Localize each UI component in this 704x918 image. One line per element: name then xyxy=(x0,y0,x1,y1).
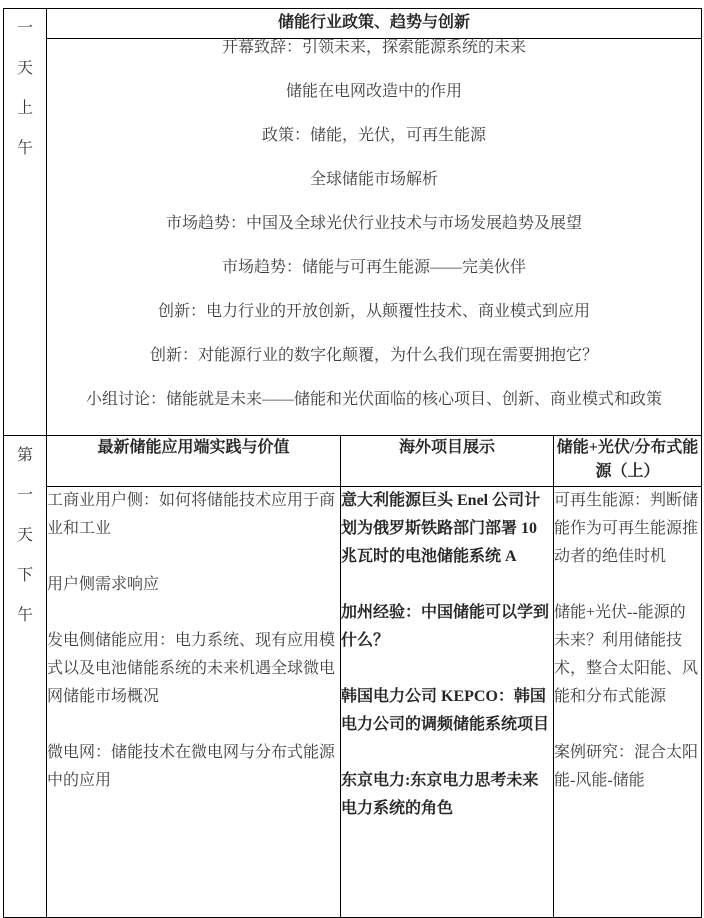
agenda-item: 市场趋势：储能与可再生能源——完美伙伴 xyxy=(222,259,527,276)
agenda-item: 案例研究：混合太阳能-风能-储能 xyxy=(554,744,699,789)
agenda-page xyxy=(0,8,704,817)
session2-col1-cell xyxy=(47,487,341,918)
agenda-item: 储能+光伏--能源的未来？利用储能技术，整合太阳能、风能和分布式能源 xyxy=(554,604,699,705)
agenda-item: 可再生能源：判断储能作为可再生能源推动者的绝佳时机 xyxy=(554,492,699,565)
agenda-item: 加州经验：中国储能可以学到什么？ xyxy=(341,604,550,649)
session2-day-label: 第一天下午 xyxy=(16,447,33,624)
agenda-item: 市场趋势：中国及全球光伏行业技术与市场发展趋势及展望 xyxy=(166,215,583,232)
session2-header-row xyxy=(4,436,702,487)
session2-content-row xyxy=(4,487,702,918)
agenda-item: 发电侧储能应用：电力系统、现有应用模式以及电池储能系统的未来机遇全球微电网储能市场概况 xyxy=(47,632,336,705)
agenda-item: 创新：对能源行业的数字化颠覆，为什么我们现在需要拥抱它？ xyxy=(150,347,599,364)
schedule-table xyxy=(3,8,702,918)
session1-day-label-cell xyxy=(4,9,47,436)
agenda-item: 储能在电网改造中的作用 xyxy=(286,83,463,100)
agenda-item: 用户侧需求响应 xyxy=(47,576,160,593)
agenda-item: 创新：电力行业的开放创新，从颠覆性技术、商业模式到应用 xyxy=(158,303,591,320)
agenda-item: 开幕致辞：引领未来，探索能源系统的未来 xyxy=(222,39,527,56)
session1-content-row xyxy=(4,39,702,436)
session1-day-label: 一天上午 xyxy=(16,20,33,157)
agenda-item: 东京电力:东京电力思考未来电力系统的角色 xyxy=(341,772,539,817)
session2-col3-cell xyxy=(554,487,702,918)
agenda-item: 微电网：储能技术在微电网与分布式能源中的应用 xyxy=(47,744,336,789)
session1-agenda-cell xyxy=(47,39,702,436)
session2-col2-header: 海外项目展示 xyxy=(341,436,554,487)
session2-col2-cell xyxy=(341,487,554,918)
session2-col1-header: 最新储能应用端实践与价值 xyxy=(47,436,341,487)
agenda-item: 意大利能源巨头 Enel 公司计划为俄罗斯铁路部门部署 10 兆瓦时的电池储能系统 A xyxy=(341,492,541,565)
session2-col3-header: 储能+光伏/分布式能源（上） xyxy=(554,436,702,487)
agenda-item: 政策：储能，光伏，可再生能源 xyxy=(262,127,487,144)
session1-title: 储能行业政策、趋势与创新 xyxy=(47,9,702,39)
agenda-item: 韩国电力公司 KEPCO：韩国电力公司的调频储能系统项目 xyxy=(341,688,550,733)
session2-day-label-cell xyxy=(4,436,47,918)
session1-header-row xyxy=(4,9,702,39)
agenda-item: 全球储能市场解析 xyxy=(310,171,439,188)
agenda-item: 工商业用户侧：如何将储能技术应用于商业和工业 xyxy=(47,492,336,537)
agenda-item: 小组讨论：储能就是未来——储能和光伏面临的核心项目、创新、商业模式和政策 xyxy=(86,391,663,408)
